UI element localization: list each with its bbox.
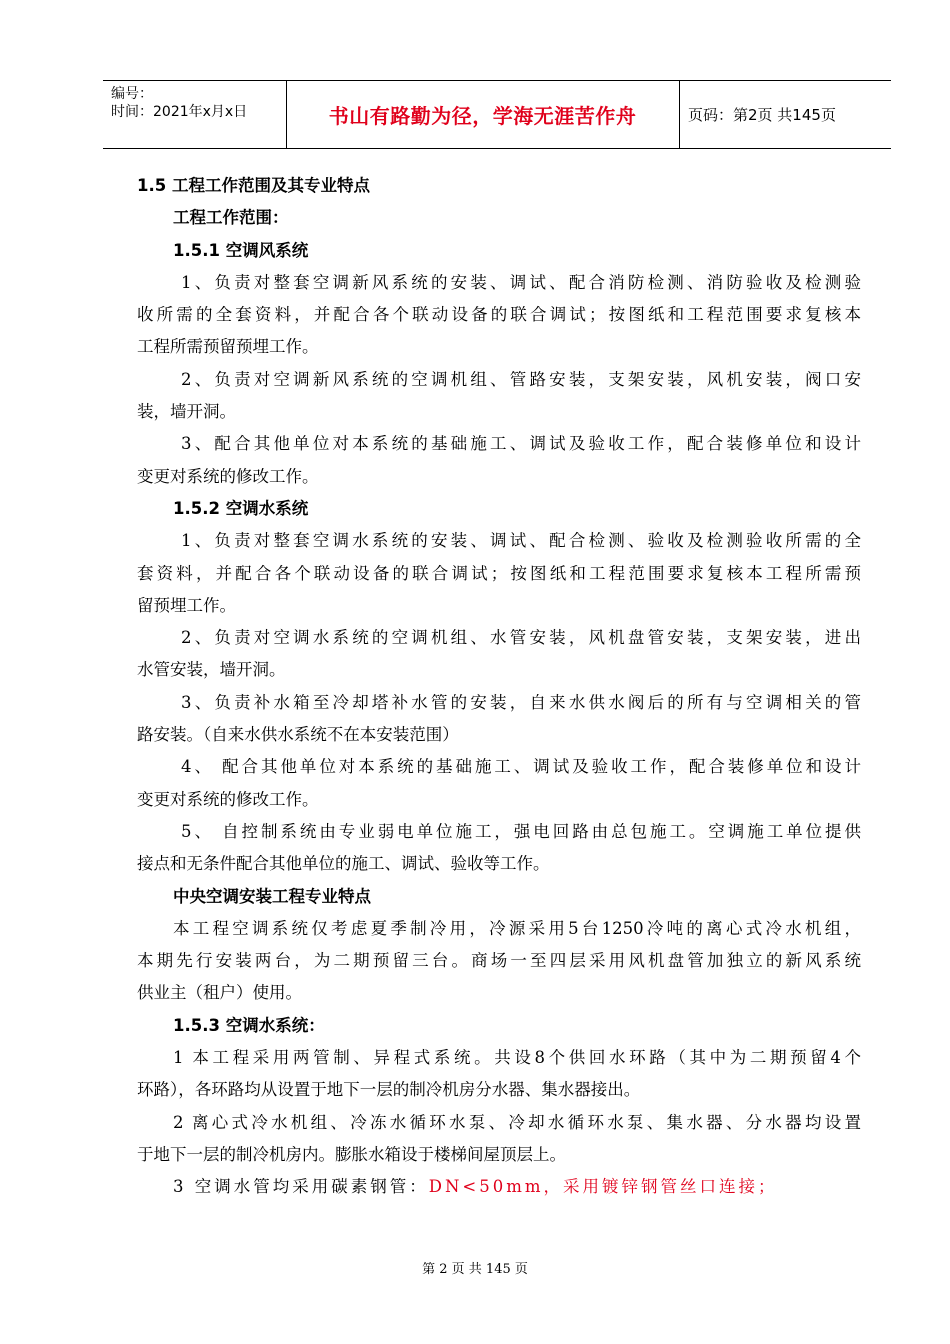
paragraph-line: 2 离心式冷水机组、冷冻水循环水泵、冷却水循环水泵、集水器、分水器均设置 [173,1112,861,1132]
paragraph-line: 装，墙开洞。 [137,402,236,422]
header-divider [679,81,680,148]
paragraph-line: 环路），各环路均从设置于地下一层的制冷机房分水器、集水器接出。 [137,1080,641,1100]
paragraph-line: 1、负责对整套空调水系统的安装、调试、配合检测、验收及检测验收所需的全 [181,531,861,551]
paragraph-line [137,1171,861,1203]
header-motto: 书山有路勤为径，学海无涯苦作舟 [328,104,637,128]
highlighted-text: DN<50mm，采用镀锌钢管丝口连接； [428,1177,778,1197]
paragraph-line: 工程所需预留预埋工作。 [137,337,319,357]
paragraph-line: 变更对系统的修改工作。 [137,466,319,486]
subheading: 工程工作范围： [173,208,289,228]
paragraph-line: 水管安装，墙开洞。 [137,660,286,680]
paragraph-line: 1 本工程采用两管制、异程式系统。共设8个供回水环路（其中为二期预留4个 [173,1048,861,1068]
header-meta [111,85,247,121]
page-footer: 第 2 页 共 145 页 [422,1262,528,1277]
header-page-number: 页码：第2页 共145页 [688,106,836,124]
paragraph-line: 路安装。（自来水供水系统不在本安装范围） [137,725,459,745]
paragraph-line: 5、 自控制系统由专业弱电单位施工，强电回路由总包施工。空调施工单位提供 [181,821,861,841]
section-heading: 1.5.2 空调水系统 [173,498,309,518]
paragraph-line: 2、负责对空调水系统的空调机组、水管安装，风机盘管安装，支架安装，进出 [181,628,861,648]
paragraph-line: 本工程空调系统仅考虑夏季制冷用，冷源采用5台1250冷吨的离心式冷水机组， [173,918,861,938]
paragraph-text: 3 空调水管均采用碳素钢管： [173,1177,429,1197]
paragraph-line: 4、 配合其他单位对本系统的基础施工、调试及验收工作，配合装修单位和设计 [181,757,861,777]
paragraph-line: 本期先行安装两台，为二期预留三台。商场一至四层采用风机盘管加独立的新风系统 [137,951,861,971]
document-body [137,170,861,1204]
paragraph-line: 接点和无条件配合其他单位的施工、调试、验收等工作。 [137,854,550,874]
paragraph-line: 套资料，并配合各个联动设备的联合调试；按图纸和工程范围要求复核本工程所需预 [137,563,861,583]
section-heading: 1.5.3 空调水系统： [173,1015,325,1035]
paragraph-line: 3、配合其他单位对本系统的基础施工、调试及验收工作，配合装修单位和设计 [181,434,861,454]
paragraph-line: 于地下一层的制冷机房内。膨胀水箱设于楼梯间屋顶层上。 [137,1144,566,1164]
serial-label: 编号： [111,86,153,102]
date-label: 时间：2021年x月x日 [111,104,248,120]
paragraph-line: 变更对系统的修改工作。 [137,789,319,809]
subheading: 中央空调安装工程专业特点 [173,886,371,906]
paragraph-line: 供业主（租户）使用。 [137,983,302,1003]
paragraph-line: 2、负责对空调新风系统的空调机组、管路安装，支架安装，风机安装，阀口安 [181,369,861,389]
page-header [103,80,891,149]
section-heading: 1.5 工程工作范围及其专业特点 [137,176,370,195]
section-heading: 1.5.1 空调风系统 [173,240,309,260]
paragraph-line: 1、负责对整套空调新风系统的安装、调试、配合消防检测、消防验收及检测验 [181,272,861,292]
paragraph-line: 留预埋工作。 [137,595,236,615]
paragraph-line: 收所需的全套资料，并配合各个联动设备的联合调试；按图纸和工程范围要求复核本 [137,305,861,325]
paragraph-line: 3、负责补水箱至冷却塔补水管的安装，自来水供水阀后的所有与空调相关的管 [181,692,861,712]
